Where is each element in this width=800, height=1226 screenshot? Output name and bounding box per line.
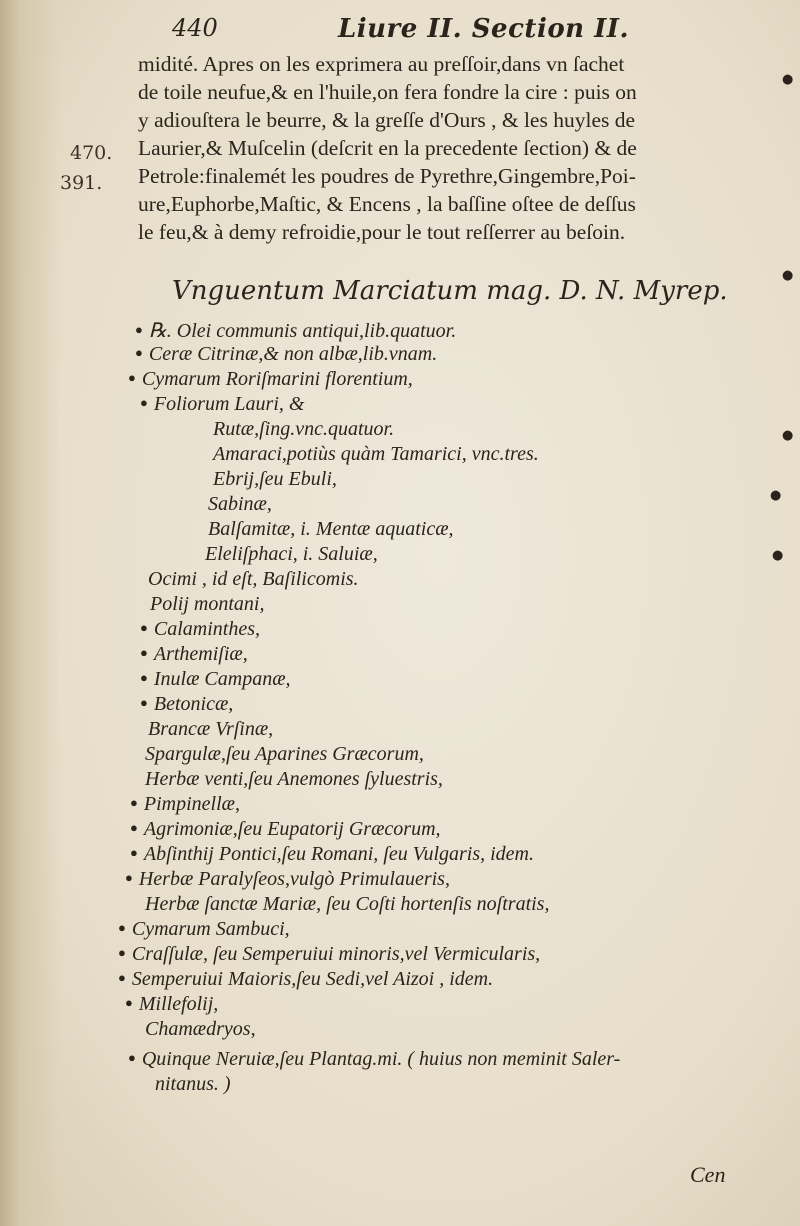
page-header bbox=[0, 6, 800, 46]
ingredient-line: Ocimi , id eſt, Baſilicomis. bbox=[148, 568, 359, 590]
page-number: 440 bbox=[172, 14, 218, 42]
ingredient-line: ● Semperuiui Maioris,ſeu Sedi,vel Aizoi , idem. bbox=[118, 968, 494, 990]
ingredient-line: ● Calaminthes, bbox=[140, 618, 260, 640]
prose-line: Petrole:finalemét les poudres de Pyrethre,Gingembre,Poi- bbox=[138, 164, 636, 188]
ink-mark: ● bbox=[782, 428, 794, 443]
ingredient-line: ● Ceræ Citrinæ,& non albæ,lib.vnam. bbox=[135, 343, 438, 365]
prose-line: le feu,& à demy refroidie,pour le tout reſſerrer au beſoin. bbox=[138, 220, 626, 244]
binding-gutter bbox=[0, 0, 60, 1226]
prose-line: midité. Apres on les exprimera au preſſoir,dans vn ſachet bbox=[138, 52, 625, 76]
ingredient-line: ● Agrimoniæ,ſeu Eupatorij Græcorum, bbox=[130, 818, 441, 840]
ink-mark: ● bbox=[772, 548, 784, 563]
ingredient-line: nitanus. ) bbox=[155, 1073, 231, 1095]
ingredient-line: Rutæ,ſing.vnc.quatuor. bbox=[213, 418, 395, 440]
ingredient-line: ● Herbæ Paralyſeos,vulgò Primulaueris, bbox=[125, 868, 450, 890]
ingredient-line: Spargulæ,ſeu Aparines Græcorum, bbox=[145, 743, 424, 765]
ingredient-line: Balſamitæ, i. Mentæ aquaticæ, bbox=[208, 518, 454, 540]
ingredient-line: Amaraci,potiùs quàm Tamarici, vnc.tres. bbox=[213, 443, 539, 465]
ingredient-line: ● Pimpinellæ, bbox=[130, 793, 240, 815]
ingredient-line: Sabinæ, bbox=[208, 493, 272, 515]
ink-mark: ● bbox=[782, 268, 794, 283]
prose-line: y adiouſtera le beurre, & la greſſe d'Ours , & les huyles de bbox=[138, 108, 636, 132]
recipe-title: Vnguentum Marciatum mag. D. N. Myrep. bbox=[172, 276, 728, 306]
ingredient-line: ● ℞. Olei communis antiqui,lib.quatuor. bbox=[135, 320, 457, 342]
ingredient-line: ● Cymarum Roriſmarini florentium, bbox=[128, 368, 413, 390]
ingredient-line: ● Millefolij, bbox=[125, 993, 219, 1015]
ingredient-line: ● Foliorum Lauri, & bbox=[140, 393, 305, 415]
catchword: Cen bbox=[690, 1162, 726, 1187]
ingredient-line: ● Cymarum Sambuci, bbox=[118, 918, 290, 940]
ingredient-line: Herbæ venti,ſeu Anemones ſyluestris, bbox=[145, 768, 443, 790]
ingredient-line: ● Quinque Neruiæ,ſeu Plantag.mi. ( huius non meminit Saler- bbox=[128, 1048, 621, 1070]
ingredient-line: ● Arthemiſiæ, bbox=[140, 643, 248, 665]
ingredient-line: Eleliſphaci, i. Saluiæ, bbox=[205, 543, 378, 565]
prose-line: Laurier,& Muſcelin (deſcrit en la precedente ſection) & de bbox=[138, 136, 637, 160]
margin-note: 391. bbox=[60, 172, 103, 194]
ink-mark: ● bbox=[782, 72, 794, 87]
ingredient-line: ● Abſinthij Pontici,ſeu Romani, ſeu Vulgaris, idem. bbox=[130, 843, 534, 865]
ingredient-line: ● Craſſulæ, ſeu Semperuiui minoris,vel Vermicularis, bbox=[118, 943, 541, 965]
ingredient-line: Herbæ ſanctæ Mariæ, ſeu Coſti hortenſis noſtratis, bbox=[145, 893, 550, 915]
ingredient-line: ● Betonicæ, bbox=[140, 693, 234, 715]
ingredient-line: Ebrij,ſeu Ebuli, bbox=[213, 468, 337, 490]
margin-note: 470. bbox=[70, 142, 113, 164]
prose-line: ure,Euphorbe,Maſtic, & Encens , la baſſine oſtee de deſſus bbox=[138, 192, 636, 216]
ingredient-line: Chamædryos, bbox=[145, 1018, 256, 1040]
prose-line: de toile neufue,& en l'huile,on fera fondre la cire : puis on bbox=[138, 80, 637, 104]
running-title: Liure II. Section II. bbox=[338, 14, 629, 44]
ink-mark: ● bbox=[770, 488, 782, 503]
ingredient-line: Polij montani, bbox=[150, 593, 265, 615]
ingredient-line: ● Inulæ Campanæ, bbox=[140, 668, 291, 690]
ingredient-line: Brancæ Vrſinæ, bbox=[148, 718, 274, 740]
